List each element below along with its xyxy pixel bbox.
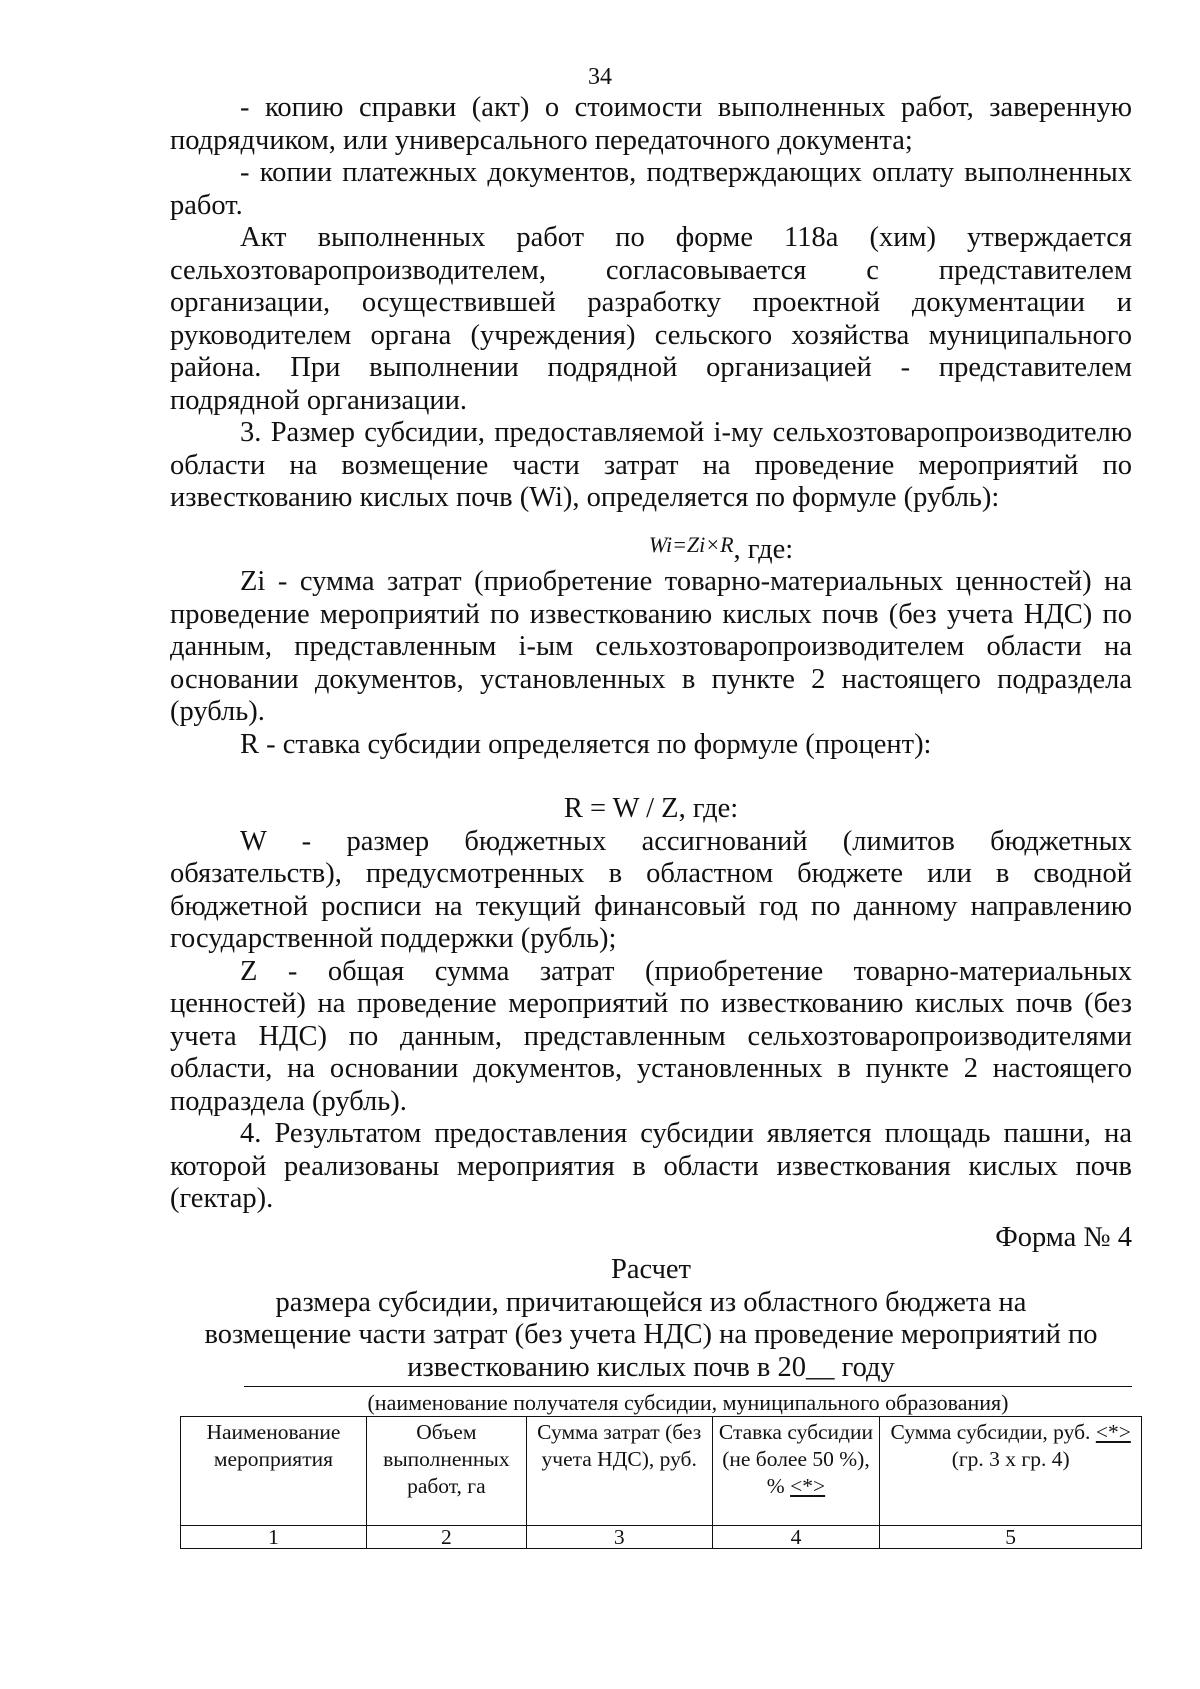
paragraph: 4. Результатом предоставления субсидии является площадь пашни, на которой реализованы мероприятия в области известкования кислых почв (гектар).: [170, 1118, 1132, 1214]
column-number-cell: 4: [712, 1526, 880, 1549]
formula-wi-expression: Wi=Zi×R: [648, 531, 734, 557]
recipient-caption: (наименование получателя субсидии, муниципального образования): [244, 1386, 1132, 1415]
table-header-row: [181, 1417, 1142, 1526]
column-number-cell: 3: [526, 1526, 712, 1549]
form-label: Форма № 4: [995, 1221, 1132, 1253]
form-subtitle-line: возмещение части затрат (без учета НДС) на проведение мероприятий по: [204, 1319, 1098, 1350]
subsidy-calculation-table: [180, 1416, 1142, 1549]
header-cell: Сумма субсидии, руб. <*> (гр. 3 х гр. 4): [880, 1417, 1142, 1526]
header-cell: Наименование мероприятия: [181, 1417, 367, 1526]
header-cell: Объем выполненных работ, га: [366, 1417, 526, 1526]
paragraph: 3. Размер субсидии, предоставляемой i-му сельхозтоваропроизводителю области на возмещение части затрат на проведение мероприятий по известкованию кислых почв (Wi), определяется по формуле (рубль):: [170, 417, 1132, 513]
header-cell: Сумма затрат (без учета НДС), руб.: [526, 1417, 712, 1526]
formula-r: R = W / Z, где:: [563, 793, 739, 824]
formula-wi-suffix: , где:: [733, 533, 794, 565]
paragraph: - копию справки (акт) о стоимости выполненных работ, заверенную подрядчиком, или универсального передаточного документа;: [170, 92, 1132, 156]
header-cell: Ставка субсидии (не более 50 %), % <*>: [712, 1417, 880, 1526]
paragraph: Z - общая сумма затрат (приобретение товарно-материальных ценностей) на проведение мероприятий по известкованию кислых почв (без учета НДС) по данным, представленным сельхозтоваропроизводителями области, на основании документов, установленных в пункте 2 настоящего подраздела (рубль).: [170, 955, 1132, 1117]
footnote-mark: <*>: [790, 1474, 826, 1498]
table-row: [181, 1526, 1142, 1549]
form-subtitle-line: размера субсидии, причитающейся из областного бюджета на: [275, 1286, 1027, 1318]
paragraph: Zi - сумма затрат (приобретение товарно-материальных ценностей) на проведение мероприятий по известкованию кислых почв (без учета НДС) по данным, представленным i-ым сельхозтоваропроизводителем области на основании документов, установленных в пункте 2 настоящего подраздела (рубль).: [170, 566, 1132, 727]
paragraph: Акт выполненных работ по форме 118а (хим) утверждается сельхозтоваропроизводителем, согласовывается с представителем организации, осуществившей разработку проектной документации и руководителем органа (учреждения) сельского хозяйства муниципального района. При выполнении подрядной организацией - представителем подрядной организации.: [170, 222, 1132, 416]
document-body: [170, 92, 1132, 1384]
form-subtitle-line: известкованию кислых почв в 20__ году: [407, 1351, 895, 1383]
page-number: 34: [588, 64, 612, 90]
column-number-cell: 5: [880, 1526, 1142, 1549]
column-number-cell: 1: [181, 1526, 367, 1549]
paragraph: - копии платежных документов, подтверждающих оплату выполненных работ.: [170, 157, 1132, 221]
paragraph: R - ставка субсидии определяется по формуле (процент):: [240, 728, 932, 760]
form-title: Расчет: [610, 1254, 692, 1285]
paragraph: W - размер бюджетных ассигнований (лимитов бюджетных обязательств), предусмотренных в областном бюджете или в сводной бюджетной росписи на текущий финансовый год по данному направлению государственной поддержки (рубль);: [170, 825, 1132, 954]
footnote-mark: <*>: [1095, 1420, 1131, 1444]
formula-wi: [170, 529, 1132, 567]
column-number-cell: 2: [366, 1526, 526, 1549]
